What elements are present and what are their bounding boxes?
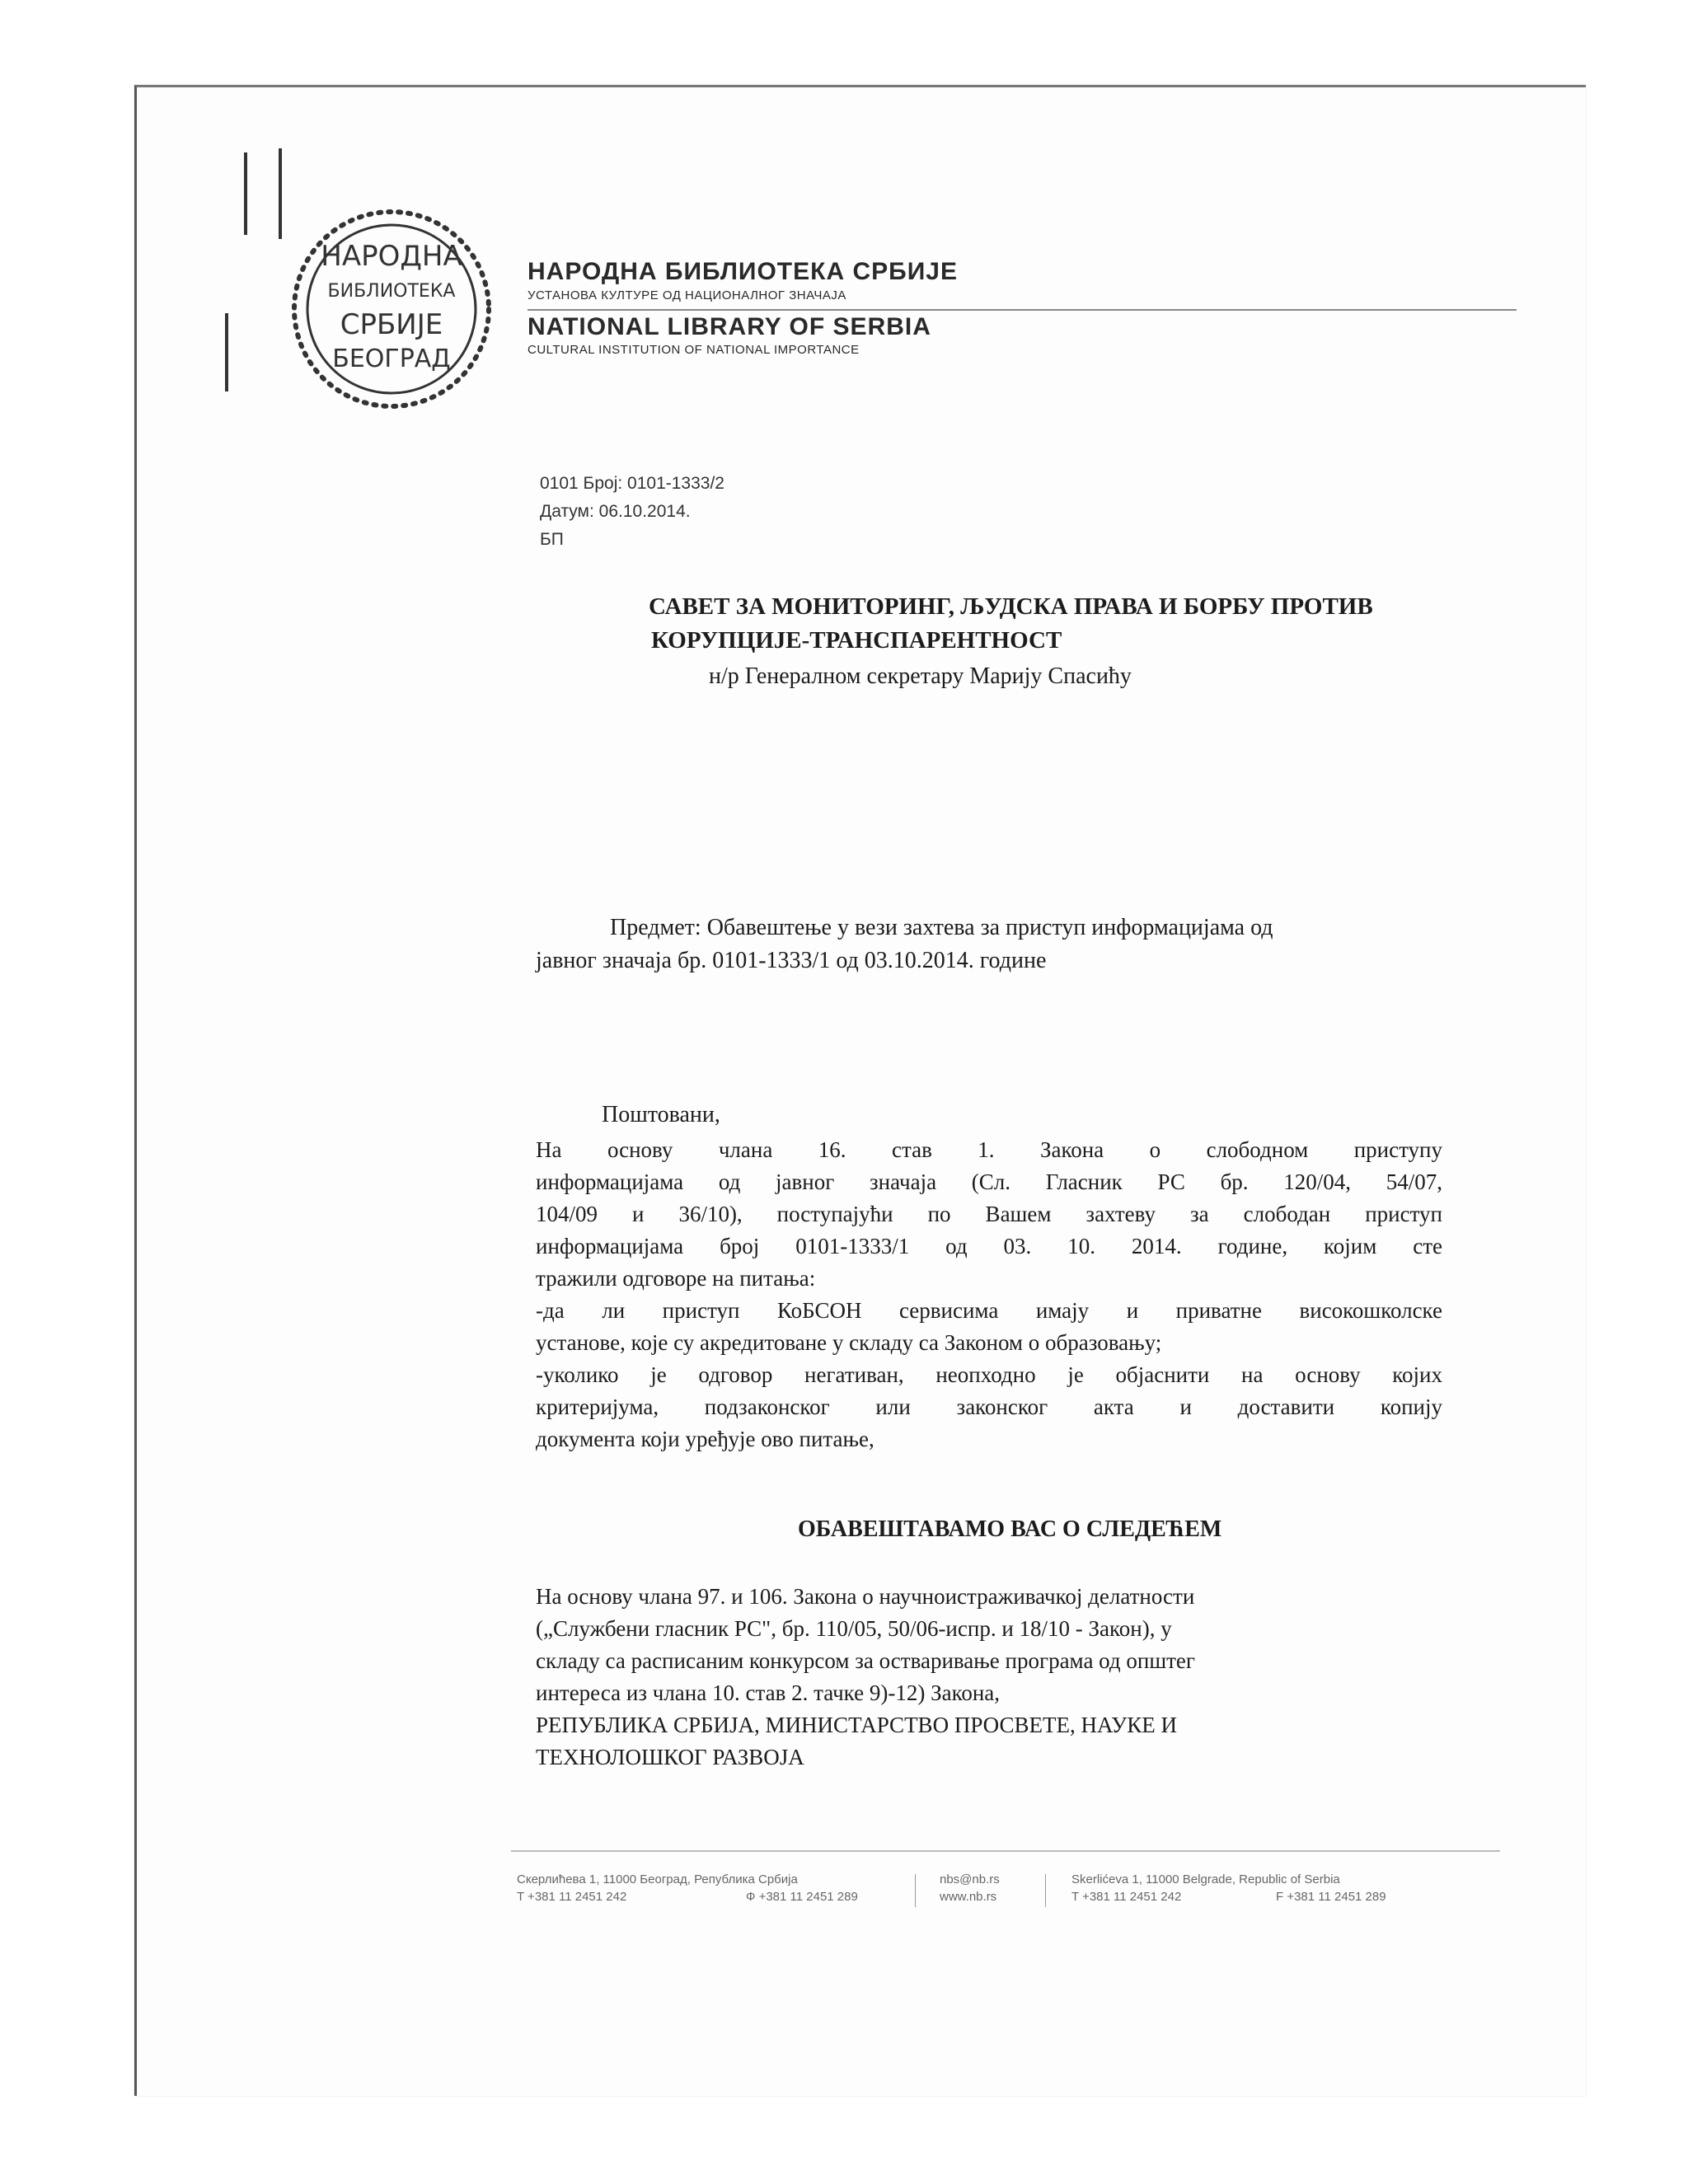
body-line: информацијама од јавног значаја (Сл. Гласник РС бр. 120/04, 54/07, xyxy=(536,1169,1442,1194)
footer-divider xyxy=(511,1850,1500,1852)
document-date: Датум: 06.10.2014. xyxy=(540,502,691,521)
recipient-line: САВЕТ ЗА МОНИТОРИНГ, ЉУДСКА ПРАВА И БОРБУ ПРОТИВ xyxy=(649,593,1373,620)
scan-mark xyxy=(244,152,247,235)
footer-phone-sr: T +381 11 2451 242 xyxy=(517,1890,627,1904)
subject-line: јавног значаја бр. 0101-1333/1 од 03.10.2014. године xyxy=(536,948,1047,973)
notice-line: ТЕХНОЛОШКОГ РАЗВОЈА xyxy=(536,1745,804,1769)
scan-mark xyxy=(225,313,228,391)
library-tagline-sr: УСТАНОВА КУЛТУРЕ ОД НАЦИОНАЛНОГ ЗНАЧАЈА xyxy=(528,288,846,302)
document-number: 0101 Број: 0101-1333/2 xyxy=(540,474,724,493)
footer-separator xyxy=(1045,1874,1046,1907)
document-initials: БП xyxy=(540,530,564,549)
footer-fax-en: F +381 11 2451 289 xyxy=(1276,1890,1386,1904)
subject-line: Предмет: Обавештење у вези захтева за приступ информацијама од xyxy=(610,915,1273,940)
notice-line: интереса из члана 10. став 2. тачке 9)-12) Закона, xyxy=(536,1680,1001,1705)
footer-address-sr: Скерлићева 1, 11000 Београд, Република Србија xyxy=(517,1872,798,1886)
body-line: тражили одговоре на питања: xyxy=(536,1266,816,1291)
footer-separator xyxy=(915,1874,916,1907)
body-line: информацијама број 0101-1333/1 од 03. 10. 2014. године, којим сте xyxy=(536,1234,1442,1258)
notice-line: складу са расписаним конкурсом за остваривање програма од општег xyxy=(536,1648,1195,1673)
footer-fax-sr: Ф +381 11 2451 289 xyxy=(746,1890,858,1904)
body-line: На основу члана 16. став 1. Закона о слободном приступу xyxy=(536,1137,1442,1162)
library-tagline-en: CULTURAL INSTITUTION OF NATIONAL IMPORTANCE xyxy=(528,343,860,357)
footer-phone-en: T +381 11 2451 242 xyxy=(1071,1890,1182,1904)
body-line: критеријума, подзаконског или законског акта и доставити копију xyxy=(536,1394,1442,1419)
notice-line: РЕПУБЛИКА СРБИЈА, МИНИСТАРСТВО ПРОСВЕТЕ, НАУКЕ И xyxy=(536,1713,1177,1737)
body-paragraph xyxy=(536,1134,1442,1455)
notice-line: („Службени гласник РС", бр. 110/05, 50/06-испр. и 18/10 - Закон), у xyxy=(536,1616,1172,1641)
logo-text: НАРОДНА xyxy=(321,240,462,273)
recipient-line: КОРУПЦИЈЕ-ТРАНСПАРЕНТНОСТ xyxy=(651,627,1062,654)
scan-mark xyxy=(279,148,282,239)
logo-text: БИБЛИОТЕКА xyxy=(327,281,456,302)
recipient-attention: н/р Генералном секретару Марију Спасићу xyxy=(709,663,1132,689)
footer-website: www.nb.rs xyxy=(940,1890,997,1904)
body-line: -уколико је одговор негативан, неопходно је објаснити на основу којих xyxy=(536,1362,1442,1387)
salutation: Поштовани, xyxy=(602,1102,720,1127)
body-line: документа који уређује ово питање, xyxy=(536,1427,874,1451)
library-logo xyxy=(284,198,499,420)
library-name-sr: НАРОДНА БИБЛИОТЕКА СРБИЈЕ xyxy=(528,258,958,285)
logo-text: СРБИЈЕ xyxy=(340,308,443,341)
footer-address-en: Skerlićeva 1, 11000 Belgrade, Republic of Serbia xyxy=(1071,1872,1340,1886)
notice-paragraph xyxy=(536,1581,1442,1774)
body-line: 104/09 и 36/10), поступајући по Вашем захтеву за слободан приступ xyxy=(536,1202,1442,1226)
library-name-en: NATIONAL LIBRARY OF SERBIA xyxy=(528,313,931,340)
notice-line: На основу члана 97. и 106. Закона о научноистраживачкој делатности xyxy=(536,1584,1195,1609)
notice-heading: ОБАВЕШТАВАМО ВАС О СЛЕДЕЋЕМ xyxy=(798,1516,1222,1542)
letterhead-divider xyxy=(528,309,1517,311)
body-line: -да ли приступ КоБСОН сервисима имају и приватне високошколске xyxy=(536,1298,1442,1323)
footer-email: nbs@nb.rs xyxy=(940,1872,1000,1886)
logo-text: БЕОГРАД xyxy=(332,344,451,373)
body-line: установе, које су акредитоване у складу са Законом о образовању; xyxy=(536,1330,1162,1355)
